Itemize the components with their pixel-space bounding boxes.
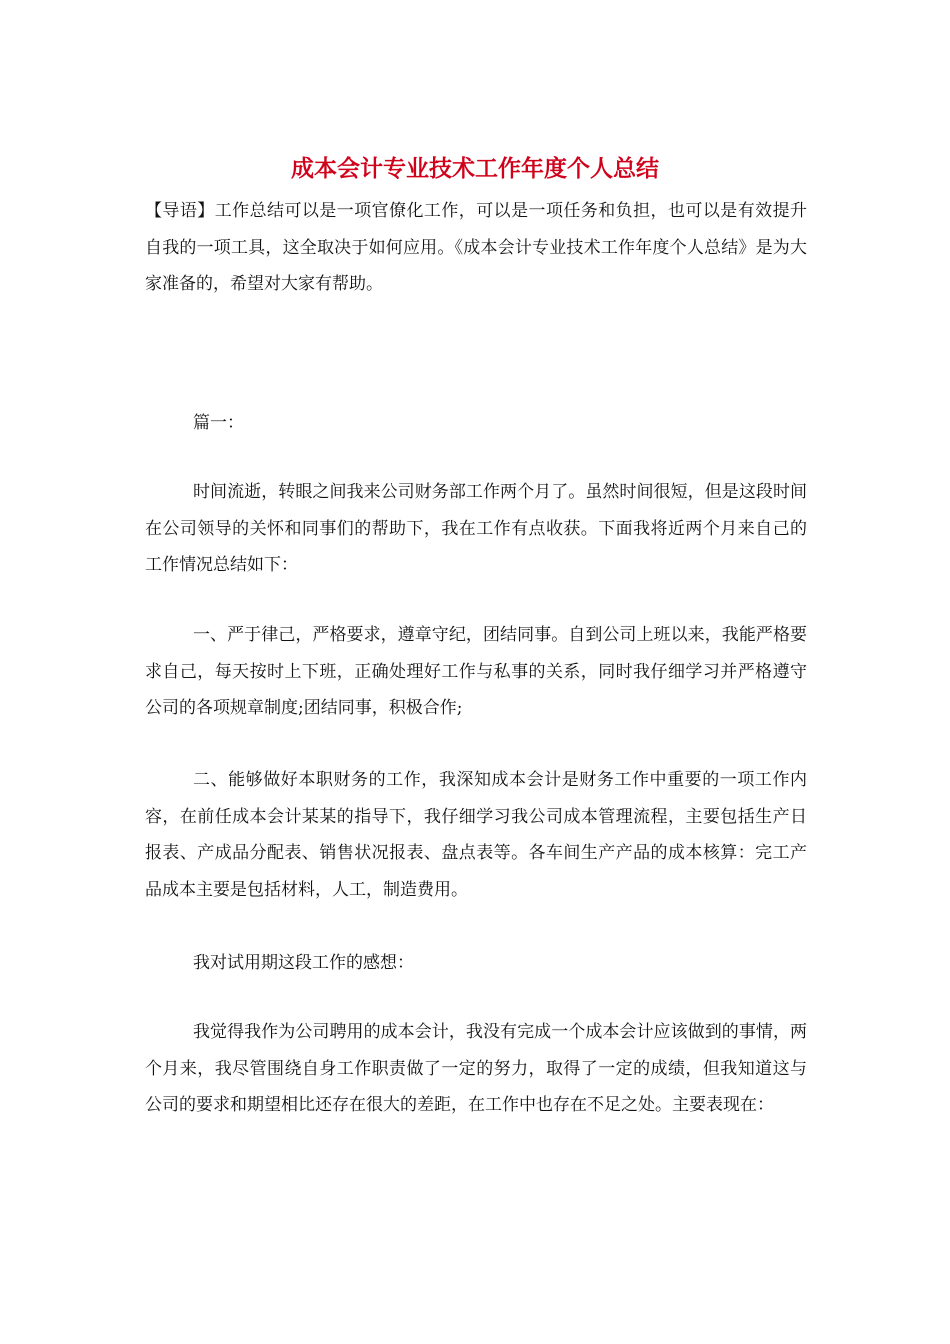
body-paragraph-2: 一、严于律己，严格要求，遵章守纪，团结同事。自到公司上班以来，我能严格要求自己，每天按时上下班，正确处理好工作与私事的关系，同时我仔细学习并严格遵守公司的各项规章制度;团结同事，积极合作; xyxy=(145,625,807,718)
section-heading: 篇一： xyxy=(193,413,244,433)
document-title: 成本会计专业技术工作年度个人总结 xyxy=(291,155,659,182)
body-paragraph-4: 我对试用期这段工作的感想： xyxy=(193,953,414,973)
body-paragraph-5: 我觉得我作为公司聘用的成本会计，我没有完成一个成本会计应该做到的事情，两个月来，我尽管围绕自身工作职责做了一定的努力，取得了一定的成绩，但我知道这与公司的要求和期望相比还存在很大的差距，在工作中也存在不足之处。主要表现在： xyxy=(145,1022,807,1115)
body-paragraph-3: 二、能够做好本职财务的工作，我深知成本会计是财务工作中重要的一项工作内容，在前任成本会计某某的指导下，我仔细学习我公司成本管理流程，主要包括生产日报表、产成品分配表、销售状况报表、盘点表等。各车间生产产品的成本核算：完工产品成本主要是包括材料，人工，制造费用。 xyxy=(145,770,807,900)
intro-paragraph: 【导语】工作总结可以是一项官僚化工作，可以是一项任务和负担，也可以是有效提升自我的一项工具，这全取决于如何应用。《成本会计专业技术工作年度个人总结》是为大家准备的，希望对大家有帮助。 xyxy=(145,201,807,294)
body-paragraph-1: 时间流逝，转眼之间我来公司财务部工作两个月了。虽然时间很短，但是这段时间在公司领导的关怀和同事们的帮助下，我在工作有点收获。下面我将近两个月来自己的工作情况总结如下： xyxy=(145,482,807,575)
